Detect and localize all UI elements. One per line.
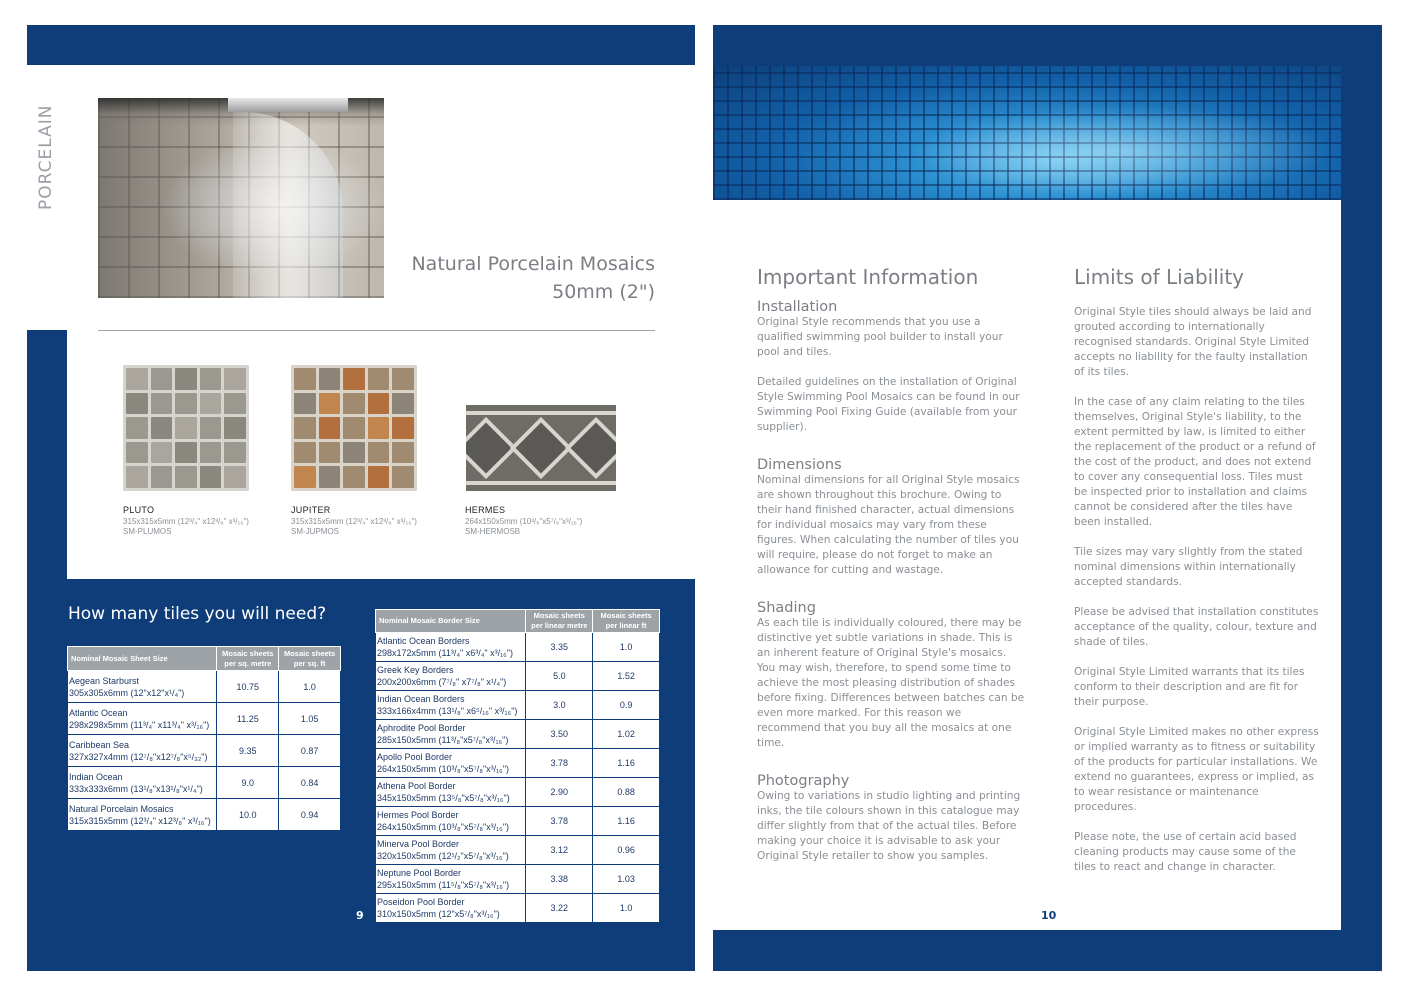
tile-dimensions: 285x150x5mm (11³/₈"x5⁷/₈"x³/₁₆") (377, 735, 509, 745)
mosaic-tile (294, 368, 316, 390)
mosaic-tile (175, 466, 197, 488)
tile-dimensions: 264x150x5mm (10³/₈"x5⁷/₈"x³/₁₆") (377, 822, 510, 832)
mosaic-tile (224, 417, 246, 439)
hermes-caption (465, 505, 582, 536)
product-size: 264x150x5mm (10³/₈"x5⁷/₈"x³/₁₆") (465, 517, 583, 526)
per-metre-cell: 3.78 (526, 749, 593, 778)
mosaic-tile (392, 417, 414, 439)
mosaic-tile (343, 393, 365, 415)
mosaic-tile (294, 417, 316, 439)
per-foot-cell: 1.02 (593, 720, 660, 749)
mosaic-tile (224, 442, 246, 464)
mosaic-grid (291, 365, 417, 491)
mosaic-tile (200, 417, 222, 439)
right-side-bar (1341, 25, 1382, 971)
table-row (376, 778, 660, 807)
size-cell (376, 894, 526, 923)
mosaic-tile (126, 442, 148, 464)
photography-heading: Photography (757, 773, 850, 789)
per-foot-cell: 0.96 (593, 836, 660, 865)
column-header: Nominal Mosaic Sheet Size (68, 647, 217, 671)
tile-dimensions: 310x150x5mm (12"x5⁷/₈"x³/₁₆") (377, 909, 500, 919)
tiles-needed-heading: How many tiles you will need? (68, 604, 327, 624)
per-metre-cell: 3.0 (526, 691, 593, 720)
liability-text: Original Style tiles should always be laid and grouted according to internationally recognised standards. Original Style Limited accepts no liability for the faulty installation of its tiles. (1074, 306, 1312, 378)
size-cell (68, 767, 217, 799)
size-cell (68, 671, 217, 703)
mosaic-tile (343, 368, 365, 390)
tile-name: Indian Ocean Borders (377, 694, 465, 704)
liability-text: Please be advised that installation constitutes acceptance of the quality, colour, texture and shade of tiles. (1074, 606, 1319, 648)
right-bottom-band (713, 930, 1382, 971)
table-row (376, 807, 660, 836)
mosaic-tile (368, 442, 390, 464)
mosaic-tile (175, 368, 197, 390)
table-row (68, 767, 341, 799)
liability-text: Original Style Limited makes no other express or implied warranty as to fitness or suitability of the products for particular installations. We extend no guarantees, express or implied, as to wear resistance or maintenance procedures. (1074, 726, 1319, 813)
mosaic-tile (224, 368, 246, 390)
per-metre-cell: 3.38 (526, 865, 593, 894)
liability-text: Original Style Limited warrants that its tiles conform to their description and are fit for their purpose. (1074, 666, 1305, 708)
column-header: Mosaic sheets per linear metre (526, 610, 593, 633)
column-header: Mosaic sheets per sq. ft (279, 647, 341, 671)
per-metre-cell: 10.0 (217, 799, 279, 831)
per-metre-cell: 3.35 (526, 633, 593, 662)
mosaic-tile (392, 442, 414, 464)
column-header: Mosaic sheets per sq. metre (217, 647, 279, 671)
tile-name: Apollo Pool Border (377, 752, 453, 762)
diamond-motif (510, 417, 572, 479)
pool-mosaic-photo (713, 66, 1341, 200)
table-row (68, 735, 341, 767)
mosaic-tile (224, 466, 246, 488)
mosaic-tile (175, 442, 197, 464)
per-metre-cell: 11.25 (217, 703, 279, 735)
per-foot-cell: 1.52 (593, 662, 660, 691)
table-row (376, 836, 660, 865)
per-metre-cell: 3.78 (526, 807, 593, 836)
tile-name: Greek Key Borders (377, 665, 454, 675)
jupiter-caption (291, 505, 417, 536)
size-cell (68, 703, 217, 735)
important-information-column (757, 265, 1027, 886)
hermes-swatch (466, 405, 616, 491)
mosaic-tile (343, 417, 365, 439)
size-cell (376, 720, 526, 749)
product-size: 315x315x5mm (12³/₄" x12³/₈" x³/₁₆") (123, 517, 249, 526)
photography-text: Owing to variations in studio lighting and printing inks, the tile colours shown in this catalogue may differ slightly from that of the actual tiles. Before making your choice it is advisable to ask your Original Style retailer to show you samples. (757, 790, 1021, 862)
product-name: HERMES (465, 505, 506, 515)
product-title-line1: Natural Porcelain Mosaics (411, 253, 655, 275)
title-divider (98, 330, 655, 331)
per-foot-cell: 1.16 (593, 749, 660, 778)
tile-dimensions: 295x150x5mm (11⁵/₈"x5⁷/₈"x³/₁₆") (377, 880, 510, 890)
size-cell (376, 691, 526, 720)
size-cell (376, 662, 526, 691)
mosaic-tile (368, 368, 390, 390)
per-foot-cell: 1.16 (593, 807, 660, 836)
waterfall-photo (98, 98, 384, 298)
size-cell (376, 807, 526, 836)
mosaic-tile (343, 466, 365, 488)
mosaic-tile (319, 393, 341, 415)
dimensions-heading: Dimensions (757, 457, 842, 473)
size-cell (376, 836, 526, 865)
mosaic-tile (151, 466, 173, 488)
mosaic-tile (392, 466, 414, 488)
tile-name: Neptune Pool Border (377, 868, 462, 878)
shading-section (757, 600, 1027, 751)
per-foot-cell: 1.05 (279, 703, 341, 735)
size-cell (376, 749, 526, 778)
size-cell (376, 865, 526, 894)
per-metre-cell: 9.0 (217, 767, 279, 799)
per-metre-cell: 9.35 (217, 735, 279, 767)
mosaic-tile (126, 466, 148, 488)
table-row (376, 633, 660, 662)
mosaic-tile (319, 442, 341, 464)
water-shine (913, 106, 1333, 196)
mosaic-tile (294, 442, 316, 464)
mosaic-tile (200, 466, 222, 488)
product-code: SM-JUPMOS (291, 527, 339, 536)
table-row (376, 894, 660, 923)
pluto-caption (123, 505, 249, 536)
installation-section (757, 299, 1027, 435)
product-name: PLUTO (123, 505, 155, 515)
per-metre-cell: 3.12 (526, 836, 593, 865)
mosaic-tile (200, 442, 222, 464)
installation-text: Original Style recommends that you use a qualified swimming pool builder to install your pool and tiles. (757, 316, 1003, 358)
per-foot-cell: 1.0 (593, 894, 660, 923)
mosaic-tile (151, 417, 173, 439)
mosaic-tile (200, 368, 222, 390)
mosaic-tile (151, 442, 173, 464)
border-size-table (375, 609, 660, 923)
tile-dimensions: 200x200x6mm (7⁷/₈" x7⁷/₈" x¹/₄") (377, 677, 507, 687)
mosaic-tile (319, 368, 341, 390)
per-metre-cell: 5.0 (526, 662, 593, 691)
table-row (68, 799, 341, 831)
tile-name: Aegean Starburst (69, 675, 140, 686)
product-code: SM-HERMOSB (465, 527, 521, 536)
per-foot-cell: 1.0 (279, 671, 341, 703)
table-row (68, 671, 341, 703)
tile-name: Caribbean Sea (69, 739, 130, 750)
per-foot-cell: 0.9 (593, 691, 660, 720)
per-foot-cell: 0.94 (279, 799, 341, 831)
mosaic-tile (392, 368, 414, 390)
table-header-row (376, 610, 660, 633)
product-title-line2: 50mm (2") (552, 281, 655, 303)
tile-dimensions: 333x333x6mm (13¹/₈"x13¹/₈"x¹/₄") (69, 783, 203, 794)
mosaic-tile (126, 393, 148, 415)
dimensions-section (757, 457, 1027, 578)
mosaic-tile (368, 417, 390, 439)
photography-section (757, 773, 1027, 864)
tile-dimensions: 264x150x5mm (10³/₈"x5⁷/₈"x³/₁₆") (377, 764, 510, 774)
border-band (466, 411, 616, 415)
per-metre-cell: 10.75 (217, 671, 279, 703)
page-number: 10 (1041, 909, 1057, 922)
left-side-bar (27, 330, 67, 580)
per-foot-cell: 0.87 (279, 735, 341, 767)
dimensions-text: Nominal dimensions for all Original Style mosaics are shown throughout this brochure. Owing to their hand finished character, actual dimensions for individual mosaics may vary from these figures. When calculating the number of tiles you will require, please do not forget to make an allowance for cutting and wastage. (757, 474, 1020, 576)
mosaic-tile (175, 417, 197, 439)
left-top-band (27, 25, 695, 65)
info-heading: Important Information (757, 265, 979, 289)
mosaic-tile (319, 417, 341, 439)
tile-name: Poseidon Pool Border (377, 897, 465, 907)
tile-name: Natural Porcelain Mosaics (69, 803, 174, 814)
table-body (376, 633, 660, 923)
tile-dimensions: 327x327x4mm (12⁷/₈"x12⁷/₈"x⁵/₃₂") (69, 751, 208, 762)
tile-dimensions: 298x172x5mm (11³/₄" x6³/₄" x³/₁₆") (377, 648, 513, 658)
mosaic-tile (368, 393, 390, 415)
mosaic-tile (224, 393, 246, 415)
water-curtain (233, 112, 343, 298)
size-cell (68, 799, 217, 831)
section-side-label: PORCELAIN (36, 104, 56, 210)
border-band (466, 481, 616, 485)
mosaic-tile (126, 417, 148, 439)
mosaic-tile (294, 466, 316, 488)
shading-text: As each tile is individually coloured, there may be distinctive yet subtle variations in shade. This is an inherent feature of Original Style's mosaics. You may wish, therefore, to spend some time to achieve the most pleasing distribution of shades before fixing. Differences between batches can be even more marked. For this reason we recommend that you buy all the mosaics at one time. (757, 617, 1025, 749)
column-header: Mosaic sheets per linear ft (593, 610, 660, 633)
per-metre-cell: 3.50 (526, 720, 593, 749)
page-number: 9 (356, 909, 364, 922)
mosaic-tile (175, 393, 197, 415)
mosaic-tile (151, 368, 173, 390)
product-code: SM-PLUMOS (123, 527, 172, 536)
size-cell (376, 633, 526, 662)
liability-text: Please note, the use of certain acid based cleaning products may cause some of the tiles to react and change in character. (1074, 831, 1297, 873)
mosaic-tile (343, 442, 365, 464)
table-header-row (68, 647, 341, 671)
diamond-motif (565, 417, 616, 479)
product-name: JUPITER (291, 505, 331, 515)
table-row (68, 703, 341, 735)
size-cell (68, 735, 217, 767)
mosaic-tile (151, 393, 173, 415)
sheet-size-table (67, 646, 341, 831)
mosaic-tile (200, 393, 222, 415)
table-row (376, 691, 660, 720)
product-title (380, 250, 655, 306)
tile-name: Hermes Pool Border (377, 810, 459, 820)
per-foot-cell: 1.03 (593, 865, 660, 894)
per-foot-cell: 0.88 (593, 778, 660, 807)
table-row (376, 720, 660, 749)
mosaic-tile (368, 466, 390, 488)
tile-dimensions: 298x298x5mm (11³/₄" x11³/₄" x³/₁₆") (69, 719, 210, 730)
tile-dimensions: 305x305x6mm (12"x12"x¹/₄") (69, 687, 185, 698)
liability-text: Tile sizes may vary slightly from the stated nominal dimensions within internationally accepted standards. (1074, 546, 1303, 588)
tile-name: Atlantic Ocean (69, 707, 128, 718)
table-row (376, 749, 660, 778)
table-row (376, 662, 660, 691)
mosaic-tile (319, 466, 341, 488)
mosaic-tile (294, 393, 316, 415)
per-metre-cell: 2.90 (526, 778, 593, 807)
per-foot-cell: 1.0 (593, 633, 660, 662)
tile-dimensions: 320x150x5mm (12¹/₂"x5⁷/₈"x³/₁₆") (377, 851, 509, 861)
liability-text: In the case of any claim relating to the tiles themselves, Original Style's liability, to the extent permitted by law, is limited to either the replacement of the product or a refund of the cost of the product, and does not extend to cover any consequential loss. Tiles must be inspected prior to installation and claims cannot be considered after the tiles have been installed. (1074, 396, 1316, 528)
tile-name: Minerva Pool Border (377, 839, 460, 849)
water-spout (228, 98, 348, 112)
jupiter-swatch (291, 365, 417, 491)
tile-dimensions: 333x166x4mm (13¹/₈" x6⁵/₁₆" x³/₁₆") (377, 706, 518, 716)
installation-heading: Installation (757, 299, 838, 315)
pluto-swatch (123, 365, 249, 491)
mosaic-grid (123, 365, 249, 491)
per-foot-cell: 0.84 (279, 767, 341, 799)
table-body (68, 671, 341, 831)
tile-dimensions: 345x150x5mm (13⁵/₈"x5⁷/₈"x³/₁₆") (377, 793, 510, 803)
column-header: Nominal Mosaic Border Size (376, 610, 526, 633)
product-size: 315x315x5mm (12³/₄" x12³/₈" x³/₁₆") (291, 517, 417, 526)
liability-heading: Limits of Liability (1074, 265, 1244, 289)
tile-name: Indian Ocean (69, 771, 123, 782)
table-row (376, 865, 660, 894)
tile-name: Athena Pool Border (377, 781, 456, 791)
tile-name: Atlantic Ocean Borders (377, 636, 470, 646)
limits-of-liability-column (1074, 265, 1319, 875)
mosaic-tile (126, 368, 148, 390)
tile-name: Aphrodite Pool Border (377, 723, 466, 733)
size-cell (376, 778, 526, 807)
shading-heading: Shading (757, 600, 816, 616)
tile-dimensions: 315x315x5mm (12³/₄" x12³/₈" x³/₁₆") (69, 815, 211, 826)
per-metre-cell: 3.22 (526, 894, 593, 923)
mosaic-tile (392, 393, 414, 415)
installation-text: Detailed guidelines on the installation of Original Style Swimming Pool Mosaics can be found in our Swimming Pool Fixing Guide (available from your supplier). (757, 376, 1020, 433)
